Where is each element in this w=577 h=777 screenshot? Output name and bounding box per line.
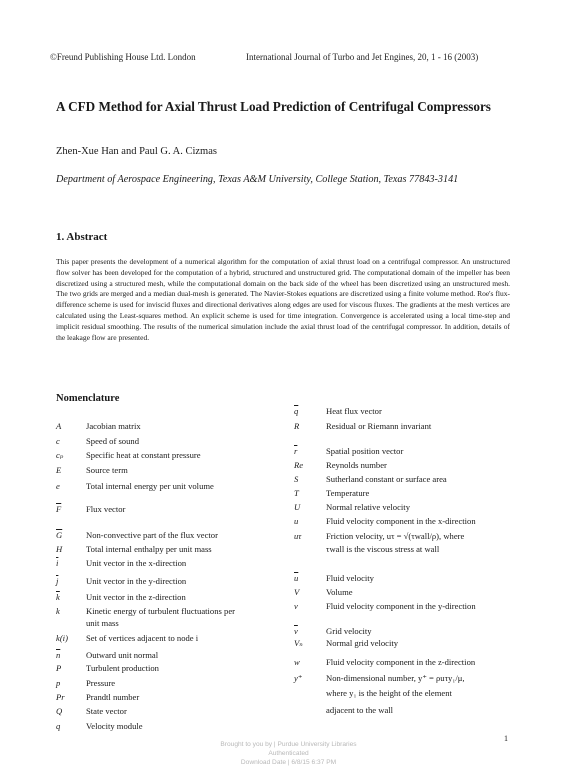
nomenclature-symbol: $\overline{n}$ [56,650,61,660]
nomenclature-definition: Source term [86,465,128,475]
nomenclature-symbol: u [294,516,299,526]
nomenclature-symbol: R [294,421,300,431]
nomenclature-definition: Prandtl number [86,692,140,702]
nomenclature-entry [56,465,128,475]
nomenclature-entry [56,436,139,446]
nomenclature-definition: Heat flux vector [326,406,382,416]
access-watermark-line: Authenticated [268,750,309,757]
nomenclature-definition: Reynolds number [326,460,387,470]
nomenclature-symbol: uτ [294,531,302,541]
nomenclature-definition: Normal grid velocity [326,638,399,648]
nomenclature-entry [56,663,159,673]
nomenclature-definition: Friction velocity, uτ = √(τwall/ρ), where [326,531,465,541]
author-affiliation: Department of Aerospace Engineering, Texas A&M University, College Station, Texas 77843-3141 [56,174,459,185]
nomenclature-entry [294,601,476,611]
nomenclature-symbol: c [56,436,60,446]
nomenclature-definition: State vector [86,706,127,716]
nomenclature-entry [56,576,186,586]
nomenclature-definition: Flux vector [86,504,126,514]
nomenclature-entry [294,638,398,649]
nomenclature-entry [294,460,387,470]
nomenclature-symbol: P [56,663,62,673]
nomenclature-entry [56,606,235,616]
nomenclature-definition: Residual or Riemann invariant [326,421,432,431]
abstract-text: This paper presents the development of a numerical algorithm for the computation of axial thrust load on a centrifugal compressor. An unstructured flow solver has been developed for the computation of a hybrid, structured and unstructured grid. The computational domain of the impeller has been discretized using a structured mesh, while the computational domain on the back side of the wheel has been discretized using an unstructured mesh. The two grids are merged and a median dual-mesh is generated. The Navier-Stokes equations are discretized using a finite volume method. Roe's flux-difference scheme is used for inviscid fluxes and directional derivatives along edges are used for viscous fluxes. The gradients at the mesh vertices are calculated using the Least-squares method. An explicit scheme is used for time integration. Convergence is accelerated using a local time-step and implicit residual smoothing. The results of the numerical simulation include the axial thrust load of the centrifugal compressor. In addition, details of the leakage flow are presented. [56,257,510,342]
nomenclature-entry [294,573,374,583]
nomenclature-definition: Non-convective part of the flux vector [86,530,218,540]
nomenclature-entry [56,650,158,660]
paper-authors: Zhen-Xue Han and Paul G. A. Cizmas [56,146,217,157]
nomenclature-entry [56,530,218,540]
nomenclature-definition: Fluid velocity component in the y-direction [326,601,476,611]
access-watermark-line: Download Date | 6/8/15 6:37 PM [240,759,337,766]
nomenclature-definition: Fluid velocity component in the z-direction [326,657,476,667]
nomenclature-definition: Specific heat at constant pressure [86,450,201,460]
nomenclature-definition: Turbulent production [86,663,159,673]
nomenclature-entry [56,421,141,431]
page-number: 1 [504,734,508,743]
nomenclature-symbol: q [56,721,61,731]
nomenclature-definition: Total internal energy per unit volume [86,481,214,491]
nomenclature-definition: Non-dimensional number, y⁺ = ρuτy₁/μ, [326,673,465,683]
nomenclature-entry [56,692,139,702]
nomenclature-definition: Total internal enthalpy per unit mass [86,544,212,554]
nomenclature-symbol: y⁺ [294,673,303,683]
nomenclature-symbol: $\overline{k}$ [56,592,60,602]
nomenclature-entry [294,516,476,526]
nomenclature-definition: Sutherland constant or surface area [326,474,447,484]
nomenclature-entry [294,488,369,498]
nomenclature-symbol: cₚ [56,450,64,460]
nomenclature-symbol: e [56,481,60,491]
nomenclature-symbol: p [56,678,61,688]
nomenclature-entry [294,673,464,684]
nomenclature-definition: Kinetic energy of turbulent fluctuations per [86,606,235,616]
nomenclature-symbol: k(i) [56,633,68,643]
nomenclature-entry [294,406,382,416]
nomenclature-entry [294,446,403,456]
nomenclature-entry [294,657,475,667]
nomenclature-symbol: S [294,474,299,484]
nomenclature-entry [294,502,410,512]
nomenclature-symbol: $\overline{q}$ [294,406,299,416]
nomenclature-symbol: $\overline{F}$ [56,504,62,514]
nomenclature-definition: τwall is the viscous stress at wall [326,544,440,554]
journal-citation: International Journal of Turbo and Jet Engines, 20, 1 - 16 (2003) [246,52,479,62]
nomenclature-definition: Jacobian matrix [86,421,141,431]
nomenclature-symbol: H [56,544,63,554]
nomenclature-symbol: U [294,502,301,512]
nomenclature-symbol: $\overline{j}$ [56,576,59,586]
nomenclature-symbol: v [294,601,298,611]
nomenclature-symbol: w [294,657,300,667]
nomenclature-definition: adjacent to the wall [326,705,394,715]
nomenclature-definition: Grid velocity [326,626,372,636]
nomenclature-symbol: $\overline{u}$ [294,573,299,583]
nomenclature-definition: where y₁ is the height of the element [326,688,452,698]
nomenclature-heading: Nomenclature [56,393,120,404]
nomenclature-entry [56,721,143,731]
nomenclature-definition: Fluid velocity component in the x-direction [326,516,476,526]
nomenclature-entry [294,626,372,636]
nomenclature-entry [56,481,214,491]
nomenclature-symbol: T [294,488,299,498]
nomenclature-symbol: A [56,421,62,431]
nomenclature-definition: Volume [326,587,353,597]
nomenclature-symbol: Pr [56,692,65,702]
nomenclature-entry [56,504,125,514]
nomenclature-entry [56,633,198,643]
nomenclature-definition: Velocity module [86,721,143,731]
nomenclature-definition: Spatial position vector [326,446,404,456]
nomenclature-symbol: V [294,587,300,597]
nomenclature-entry [56,618,119,628]
nomenclature-entry [56,678,115,688]
nomenclature-entry [294,531,464,541]
nomenclature-definition: Unit vector in the z-direction [86,592,186,602]
nomenclature-definition: unit mass [86,618,119,628]
nomenclature-entry [294,474,447,484]
nomenclature-symbol: Vₙ [294,638,303,648]
paper-title: A CFD Method for Axial Thrust Load Prediction of Centrifugal Compressors [56,99,491,114]
journal-copyright: ©Freund Publishing House Ltd. London [50,52,196,62]
nomenclature-entry [56,558,186,568]
nomenclature-definition: Normal relative velocity [326,502,410,512]
abstract-heading: 1. Abstract [56,231,108,243]
nomenclature-symbol: $\overline{r}$ [294,446,298,456]
nomenclature-entry [294,421,431,431]
nomenclature-symbol: $\overline{G}$ [56,530,63,540]
nomenclature-entry [56,544,212,554]
nomenclature-entry [294,705,393,715]
nomenclature-definition: Fluid velocity [326,573,374,583]
access-watermark-line: Brought to you by | Purdue University Libraries [220,741,357,748]
nomenclature-definition: Outward unit normal [86,650,159,660]
nomenclature-entry [56,450,201,461]
nomenclature-symbol: E [56,465,62,475]
nomenclature-entry [56,592,186,602]
nomenclature-entry [294,688,452,698]
nomenclature-entry [294,544,439,554]
nomenclature-definition: Pressure [86,678,116,688]
nomenclature-definition: Temperature [326,488,370,498]
nomenclature-definition: Set of vertices adjacent to node i [86,633,199,643]
nomenclature-definition: Speed of sound [86,436,139,446]
nomenclature-symbol: $\overline{i}$ [56,558,59,568]
nomenclature-symbol: Re [294,460,304,470]
nomenclature-definition: Unit vector in the x-direction [86,558,187,568]
nomenclature-definition: Unit vector in the y-direction [86,576,187,586]
nomenclature-symbol: k [56,606,60,616]
nomenclature-symbol: Q [56,706,63,716]
nomenclature-entry [294,587,353,597]
nomenclature-symbol: $\overline{v}$ [294,626,298,636]
nomenclature-entry [56,706,127,716]
